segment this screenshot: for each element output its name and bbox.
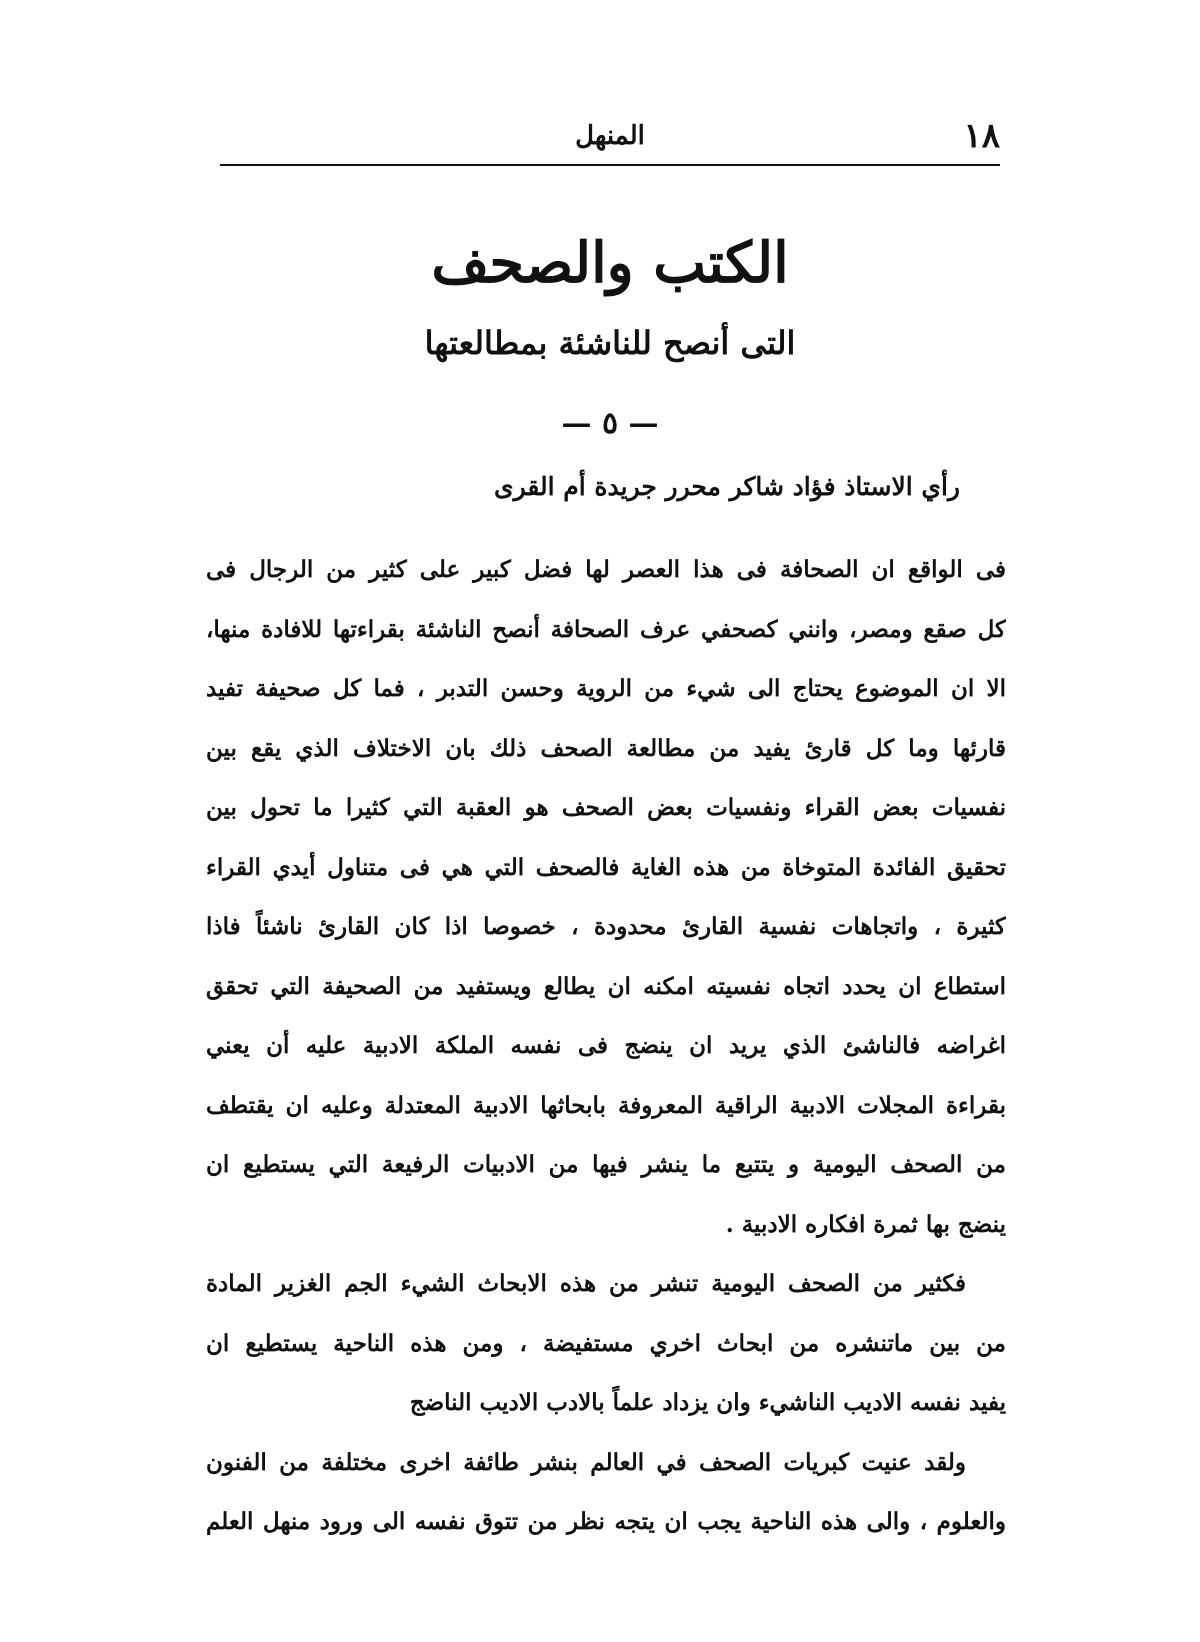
body-line: يفيد نفسه الاديب الناشيء وان يزداد علماً بالادب الاديب الناضج	[409, 1389, 1006, 1416]
body-line: كل صقع ومصر، وانني كصحفي عرف الصحافة أنصح الناشئة بقراءتها للافادة منها،	[206, 615, 1006, 643]
page-header	[220, 112, 1000, 160]
body-line: فكثير من الصحف اليومية تنشر من هذه الابحاث الشيء الجم الغزير المادة	[206, 1270, 966, 1297]
header-divider	[220, 164, 1000, 166]
article-body	[206, 540, 1006, 1552]
article-title: الكتب والصحف	[431, 230, 789, 296]
part-number: — ٥ —	[561, 406, 659, 441]
body-line: اغراضه فالناشئ الذي يريد ان ينضج فى نفسه الملكة الادبية عليه أن يعني	[206, 1032, 1006, 1059]
body-line: قارئها وما كل قارئ يفيد من مطالعة الصحف ذلك بان الاختلاف الذي يقع بين	[206, 734, 1006, 762]
body-line: كثيرة ، واتجاهات نفسية القارئ محدودة ، خصوصا اذا كان القارئ ناشئاً فاذا	[206, 913, 1006, 940]
body-line: تحقيق الفائدة المتوخاة من هذه الغاية فالصحف التي هي فى متناول أيدي القراء	[206, 853, 1006, 881]
body-line: ينضج بها ثمرة افكاره الادبية .	[725, 1210, 1006, 1238]
body-line: استطاع ان يحدد اتجاه نفسيته امكنه ان يطالع ويستفيد من الصحيفة التي تحقق	[206, 972, 1006, 1000]
body-line: من بين ماتنشره من ابحاث اخري مستفيضة ، ومن هذه الناحية يستطيع ان	[206, 1329, 1006, 1357]
body-line: من الصحف اليومية و يتتبع ما ينشر فيها من الادبيات الرفيعة التي يستطيع ان	[206, 1151, 1006, 1178]
body-line: الا ان الموضوع يحتاج الى شيء من الروية وحسن التدبر ، فما كل صحيفة تفيد	[206, 675, 1006, 702]
body-line: ولقد عنيت كبريات الصحف في العالم بنشر طائفة اخرى مختلفة من الفنون	[206, 1448, 966, 1476]
article-subtitle: التى أنصح للناشئة بمطالعتها	[424, 324, 796, 362]
body-line: فى الواقع ان الصحافة فى هذا العصر لها فضل كبير على كثير من الرجال فى	[206, 556, 1006, 583]
page-number: ١٨	[963, 116, 1000, 156]
author-byline: رأي الاستاذ فؤاد شاكر محرر جريدة أم القرى	[494, 472, 960, 501]
journal-name: المنهل	[575, 121, 645, 151]
body-line: نفسيات بعض القراء ونفسيات بعض الصحف هو العقبة التي كثيرا ما تحول بين	[206, 794, 1006, 821]
body-line: والعلوم ، والى هذه الناحية يجب ان يتجه نظر من تتوق نفسه الى ورود منهل العلم	[206, 1508, 1006, 1535]
body-line: بقراءة المجلات الادبية الراقية المعروفة بابحاثها الادبية المعتدلة وعليه ان يقتطف	[206, 1091, 1006, 1119]
